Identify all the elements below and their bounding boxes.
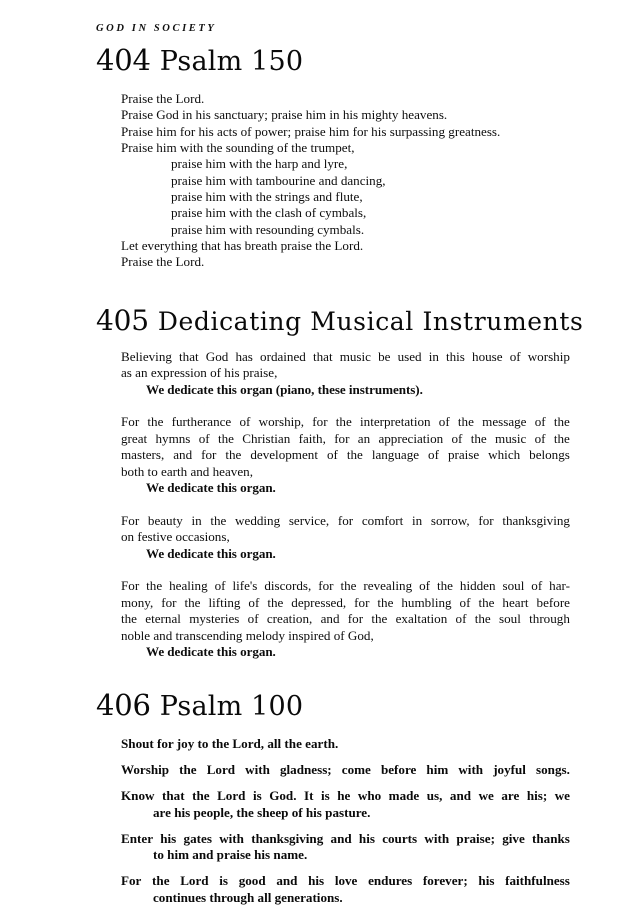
- word: house: [472, 348, 503, 364]
- word: who: [357, 787, 382, 803]
- word: interpretation: [360, 414, 431, 430]
- word: revealing: [363, 578, 413, 594]
- word: of: [455, 611, 467, 627]
- word: Enter: [121, 830, 153, 846]
- word: hidden: [459, 578, 496, 594]
- word: the: [553, 414, 570, 430]
- word: of: [419, 578, 430, 594]
- word: creation,: [266, 611, 313, 627]
- word: service,: [288, 512, 330, 528]
- word: of: [247, 611, 259, 627]
- text-line: Let everything that has breath praise the Lord.: [121, 238, 364, 254]
- word: mysteries: [189, 611, 240, 627]
- dedication-body: [96, 349, 570, 661]
- text-line: Praise him for his acts of power; praise him for his surpassing greatness.: [121, 123, 501, 139]
- dedication-paragraph: [121, 513, 570, 563]
- word: It: [304, 787, 314, 803]
- text-line: on festive occasions,: [121, 529, 230, 545]
- word: the: [371, 611, 388, 627]
- word: eternal: [145, 611, 181, 627]
- section-title-404: Psalm 150: [159, 46, 304, 77]
- text-line: noble and transcending melody inspired of God,: [121, 627, 374, 643]
- word: faithfulness: [505, 873, 570, 889]
- word: and: [276, 873, 298, 889]
- text-line: Praise him with the sounding of the trumpet,: [121, 140, 355, 156]
- word: Lord: [206, 761, 236, 777]
- word: Lord: [180, 873, 209, 889]
- text-line: Praise God in his sanctuary; praise him in his mighty heavens.: [121, 107, 448, 123]
- word: depressed,: [291, 594, 347, 610]
- word: give: [502, 830, 525, 846]
- text-line: [121, 831, 570, 848]
- word: For: [121, 414, 140, 430]
- paragraph-gap: [96, 398, 570, 414]
- section-heading-406: [96, 687, 570, 722]
- word: the: [179, 761, 197, 777]
- word: the: [335, 414, 352, 430]
- word: for: [312, 414, 328, 430]
- text-line: [121, 349, 570, 366]
- word: for: [478, 512, 494, 528]
- section-spacer: [96, 661, 570, 691]
- word: appreciation: [378, 430, 444, 446]
- word: gates: [183, 830, 212, 846]
- word: thanksgiving: [502, 512, 570, 528]
- psalm-verse: [121, 736, 570, 753]
- word: we: [478, 787, 494, 803]
- section-number-404: 404: [96, 43, 151, 77]
- word: belongs: [529, 447, 570, 463]
- word: For: [121, 873, 142, 889]
- word: masters,: [121, 447, 165, 463]
- word: that: [179, 348, 199, 364]
- word: of: [531, 578, 543, 594]
- word: For: [121, 578, 140, 594]
- word: in: [411, 512, 423, 528]
- psalm-100-body: [121, 736, 570, 907]
- section-number-405: 405: [96, 303, 149, 337]
- paragraph-gap: [96, 497, 570, 513]
- word: praise: [447, 447, 480, 463]
- word: of: [239, 414, 251, 430]
- word: sorrow,: [430, 512, 470, 528]
- text-line: Praise the Lord.: [121, 254, 205, 270]
- psalm-verse: [121, 762, 570, 779]
- word: songs.: [536, 761, 570, 777]
- word: praise;: [456, 830, 495, 846]
- word: the: [377, 594, 394, 610]
- word: ordained: [260, 348, 306, 364]
- word: with: [424, 830, 450, 846]
- word: him: [426, 761, 449, 777]
- dedication-paragraph: [121, 578, 570, 661]
- word: of: [248, 594, 260, 610]
- word: his;: [526, 787, 548, 803]
- word: courts: [382, 830, 418, 846]
- word: of: [438, 414, 450, 430]
- word: comfort: [361, 512, 404, 528]
- word: life's: [232, 578, 258, 594]
- word: of: [509, 348, 521, 364]
- word: the: [210, 512, 227, 528]
- word: is: [252, 787, 262, 803]
- word: before: [380, 761, 417, 777]
- word: the: [267, 594, 284, 610]
- text-line: [121, 431, 570, 448]
- section-heading-404: [96, 43, 570, 77]
- text-line: are his people, the sheep of his pasture.: [153, 804, 371, 820]
- word: good: [238, 873, 266, 889]
- word: through: [529, 611, 570, 627]
- word: his: [358, 830, 375, 846]
- word: wedding: [235, 512, 281, 528]
- word: the: [346, 447, 363, 463]
- word: with: [219, 830, 244, 846]
- word: God: [205, 348, 229, 364]
- word: discords,: [264, 578, 312, 594]
- word: exaltation: [395, 611, 448, 627]
- paragraph-gap: [96, 562, 570, 578]
- word: for: [201, 447, 217, 463]
- word: the: [457, 414, 474, 430]
- running-head: GOD IN SOCIETY: [96, 23, 217, 34]
- word: made: [388, 787, 420, 803]
- congregational-response: We dedicate this organ.: [146, 480, 276, 496]
- text-line: to him and praise his name.: [153, 847, 308, 863]
- word: for: [318, 578, 334, 594]
- word: great: [121, 430, 148, 446]
- word: of: [326, 447, 338, 463]
- word: the: [340, 578, 357, 594]
- word: message: [482, 414, 527, 430]
- text-line: both to earth and heaven,: [121, 463, 253, 479]
- word: this: [445, 348, 465, 364]
- section-title-406: Psalm 100: [159, 690, 304, 722]
- word: the: [147, 414, 164, 430]
- word: soul: [502, 578, 525, 594]
- psalm-verse: [121, 788, 570, 821]
- text-line: [121, 447, 570, 464]
- dedication-paragraph: [121, 414, 570, 497]
- word: the: [217, 430, 234, 446]
- word: the: [553, 430, 570, 446]
- word: lifting: [208, 594, 241, 610]
- word: is: [321, 787, 330, 803]
- word: the: [478, 594, 495, 610]
- text-line: [121, 578, 570, 595]
- word: for: [161, 594, 177, 610]
- word: for: [347, 611, 364, 627]
- word: language: [371, 447, 420, 463]
- text-line: [121, 513, 570, 530]
- psalm-verse: [121, 873, 570, 906]
- text-line: praise him with the harp and lyre,: [171, 156, 348, 172]
- word: with: [458, 761, 484, 777]
- word: of: [428, 447, 439, 463]
- word: an: [357, 430, 371, 446]
- word: love: [334, 873, 358, 889]
- word: his: [308, 873, 325, 889]
- word: of: [214, 578, 226, 594]
- congregational-response: We dedicate this organ.: [146, 644, 276, 660]
- text-line: continues through all generations.: [153, 889, 343, 905]
- word: and: [320, 611, 340, 627]
- word: for: [354, 594, 370, 610]
- word: used: [397, 348, 422, 364]
- word: that: [162, 787, 185, 803]
- word: before: [536, 594, 570, 610]
- word: Christian: [242, 430, 291, 446]
- word: we: [554, 787, 570, 803]
- word: mony,: [121, 594, 154, 610]
- word: the: [436, 578, 453, 594]
- word: endures: [368, 873, 413, 889]
- psalm-verse: [121, 831, 570, 864]
- word: Worship: [121, 761, 170, 777]
- text-line: praise him with the strings and flute,: [171, 189, 363, 205]
- word: he: [337, 787, 351, 803]
- word: for: [334, 430, 350, 446]
- dedication-paragraph: [121, 349, 570, 399]
- word: For: [121, 512, 140, 528]
- word: har-: [549, 578, 570, 594]
- word: the: [152, 873, 170, 889]
- word: us,: [426, 787, 443, 803]
- word: humbling: [401, 594, 452, 610]
- psalm-150-body: [121, 91, 570, 271]
- word: the: [474, 611, 491, 627]
- section-spacer: [96, 271, 570, 307]
- word: the: [192, 787, 210, 803]
- text-line: praise him with the clash of cymbals,: [171, 205, 367, 221]
- word: of: [459, 594, 471, 610]
- word: beauty: [147, 512, 183, 528]
- word: of: [534, 414, 546, 430]
- word: and: [330, 830, 352, 846]
- word: his: [478, 873, 495, 889]
- word: of: [534, 430, 546, 446]
- word: that: [312, 348, 333, 364]
- word: his: [160, 830, 177, 846]
- word: come: [341, 761, 371, 777]
- word: the: [146, 578, 163, 594]
- word: thanks: [532, 830, 570, 846]
- text-line: as an expression of his praise,: [121, 365, 278, 381]
- section-heading-405: [96, 303, 584, 337]
- text-line: [121, 788, 570, 805]
- word: Lord: [217, 787, 246, 803]
- word: the: [184, 594, 201, 610]
- text-line: [121, 414, 570, 431]
- word: for: [337, 512, 354, 528]
- word: which: [488, 447, 521, 463]
- word: soul: [499, 611, 521, 627]
- word: development: [250, 447, 318, 463]
- word: hymns: [155, 430, 191, 446]
- word: heart: [502, 594, 529, 610]
- word: be: [378, 348, 391, 364]
- word: are: [501, 787, 520, 803]
- congregational-response: We dedicate this organ.: [146, 545, 276, 561]
- text-line: praise him with resounding cymbals.: [171, 221, 365, 237]
- word: the: [470, 430, 487, 446]
- word: and: [449, 787, 472, 803]
- word: Believing: [121, 348, 172, 364]
- congregational-response: We dedicate this organ (piano, these instruments).: [146, 381, 423, 397]
- word: music: [339, 348, 371, 364]
- text-line: [121, 611, 570, 628]
- word: worship,: [258, 414, 305, 430]
- word: Know: [121, 787, 155, 803]
- word: God.: [269, 787, 297, 803]
- word: furtherance: [171, 414, 232, 430]
- text-line: Shout for joy to the Lord, all the earth.: [121, 735, 339, 751]
- word: in: [191, 512, 202, 528]
- text-line: [121, 595, 570, 612]
- word: gladness;: [280, 761, 332, 777]
- word: the: [121, 611, 137, 627]
- section-title-405: Dedicating Musical Instruments: [157, 306, 584, 336]
- text-line: Praise the Lord.: [121, 91, 205, 106]
- word: with: [245, 761, 270, 777]
- text-line: [121, 873, 570, 890]
- word: has: [235, 348, 253, 364]
- text-column: [96, 43, 584, 916]
- word: of: [198, 430, 210, 446]
- word: healing: [169, 578, 208, 594]
- word: the: [225, 447, 242, 463]
- word: music: [495, 430, 527, 446]
- section-number-406: 406: [96, 687, 151, 722]
- word: joyful: [493, 761, 526, 777]
- text-line: [121, 762, 570, 779]
- word: faith,: [298, 430, 326, 446]
- word: is: [219, 873, 228, 889]
- word: and: [173, 447, 193, 463]
- text-line: praise him with tambourine and dancing,: [171, 172, 386, 188]
- word: of: [451, 430, 463, 446]
- word: in: [428, 348, 439, 364]
- word: forever;: [422, 873, 468, 889]
- word: thanksgiving: [251, 830, 324, 846]
- word: worship: [527, 348, 570, 364]
